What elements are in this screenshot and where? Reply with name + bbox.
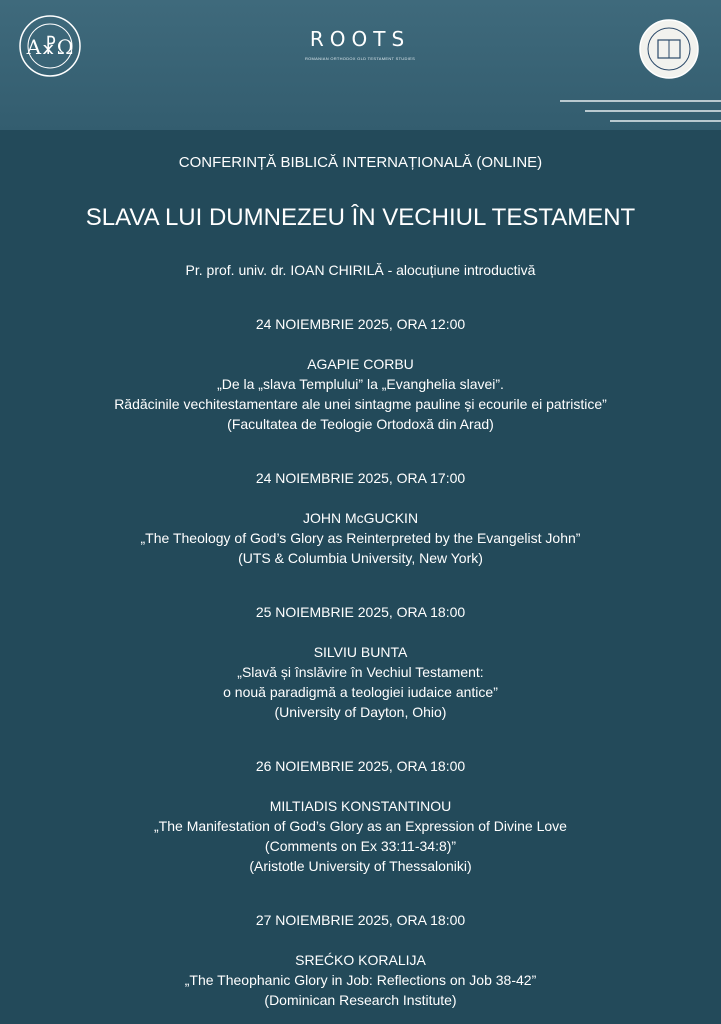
session-date: 25 NOIEMBRIE 2025, ORA 18:00 (255, 604, 466, 620)
session-1 (0, 314, 721, 434)
introductory-address: Pr. prof. univ. dr. IOAN CHIRILĂ - alocuțiune introductivă (185, 262, 536, 278)
header-banner (0, 0, 721, 130)
svg-text:Α☧Ω: Α☧Ω (26, 35, 74, 59)
roots-brand (300, 28, 420, 61)
session-title-line: „The Theology of God’s Glory as Reinterpreted by the Evangelist John” (140, 530, 581, 546)
session-affiliation: (Aristotle University of Thessaloniki) (249, 858, 472, 874)
session-affiliation: (University of Dayton, Ohio) (274, 704, 447, 720)
session-affiliation: (Facultatea de Teologie Ortodoxă din Arad) (227, 416, 494, 432)
conference-kicker: CONFERINȚĂ BIBLICĂ INTERNAȚIONALĂ (ONLINE) (178, 154, 543, 171)
session-date: 26 NOIEMBRIE 2025, ORA 18:00 (255, 758, 466, 774)
session-4 (0, 756, 721, 876)
program-content (0, 153, 721, 1010)
session-date: 24 NOIEMBRIE 2025, ORA 17:00 (255, 470, 466, 486)
session-3 (0, 602, 721, 722)
university-seal-logo (638, 18, 700, 80)
session-title-line: „De la „slava Templului” la „Evanghelia slavei”. (217, 376, 504, 392)
session-speaker: SREĆKO KORALIJA (295, 952, 426, 968)
session-title-line: „The Theophanic Glory in Job: Reflections on Job 38-42” (184, 972, 537, 988)
decorative-line (610, 120, 721, 122)
brand-subtitle: ROMANIAN ORTHODOX OLD TESTAMENT STUDIES (304, 56, 416, 61)
decorative-line (585, 110, 721, 112)
session-2 (0, 468, 721, 568)
conference-title: SLAVA LUI DUMNEZEU ÎN VECHIUL TESTAMENT (85, 204, 636, 231)
session-affiliation: (UTS & Columbia University, New York) (238, 550, 483, 566)
decorative-line (560, 100, 721, 102)
session-title-line: Rădăcinile vechitestamentare ale unei sintagme pauline și ecourile ei patristice” (114, 396, 607, 412)
session-title-line: o nouă paradigmă a teologiei iudaice antice” (223, 684, 498, 700)
session-speaker: JOHN McGUCKIN (302, 510, 419, 526)
session-speaker: AGAPIE CORBU (307, 356, 414, 372)
session-title-line: (Comments on Ex 33:11-34:8)” (264, 838, 457, 854)
session-date: 24 NOIEMBRIE 2025, ORA 12:00 (255, 316, 466, 332)
session-title-line: „Slavă și înslăvire în Vechiul Testament: (237, 664, 484, 680)
session-speaker: SILVIU BUNTA (313, 644, 408, 660)
session-title-line: „The Manifestation of God’s Glory as an Expression of Divine Love (154, 818, 567, 834)
session-speaker: MILTIADIS KONSTANTINOU (269, 798, 452, 814)
session-affiliation: (Dominican Research Institute) (264, 992, 457, 1008)
faculty-seal-logo (18, 14, 82, 78)
brand-name: ROOTS (309, 27, 411, 51)
session-5 (0, 910, 721, 1010)
session-date: 27 NOIEMBRIE 2025, ORA 18:00 (255, 912, 466, 928)
